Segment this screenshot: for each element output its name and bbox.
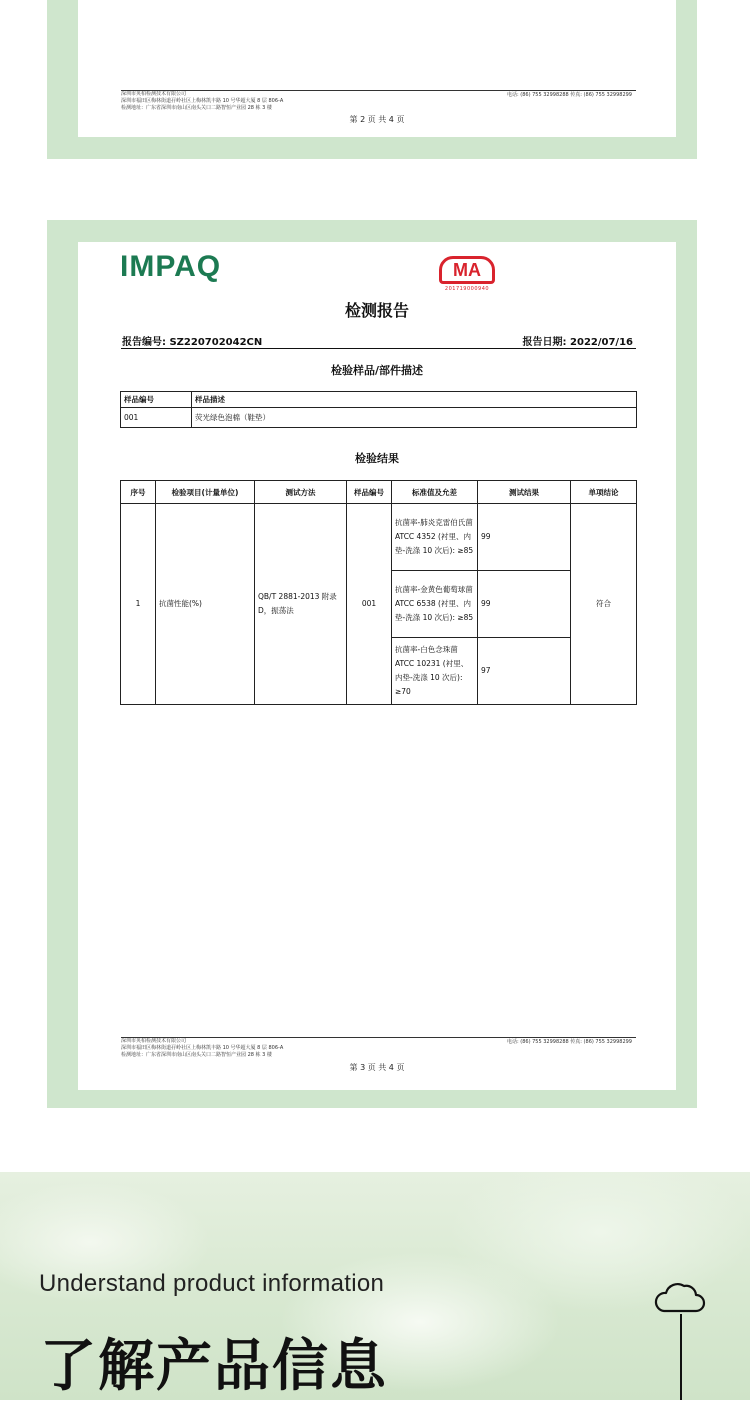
table-row: [121, 408, 637, 428]
report-title: 检测报告: [344, 301, 409, 320]
cloud-icon: [654, 1280, 706, 1314]
table-header: 标准值及允差: [392, 481, 478, 504]
table-header: 样品描述: [192, 392, 637, 408]
result-section-title: 检验结果: [355, 452, 399, 465]
sample-section-title: 检验样品/部件描述: [330, 364, 424, 377]
section-subtitle: Understand product information: [39, 1270, 385, 1297]
table-header: 测试结果: [478, 481, 571, 504]
footer-lab: 检测地址：广东省深圳市南山区南头关口二路智恒产业园 28 栋 3 楼: [121, 105, 272, 111]
footer-contact: 电话: (86) 755 32998288 传真: (86) 755 32998299: [506, 92, 632, 98]
result-table: [120, 480, 637, 705]
footer-address: 深圳市福田区梅林街道孖岭社区上梅林凯丰路 10 号华超大厦 8 层 806-A: [121, 98, 284, 104]
cma-seal: [439, 256, 495, 292]
footer-address: 深圳市福田区梅林街道孖岭社区上梅林凯丰路 10 号华超大厦 8 层 806-A: [121, 1045, 284, 1051]
table-cell: 001: [121, 408, 192, 428]
table-cell: 抗菌率-白色念珠菌 ATCC 10231 (衬里、内垫-洗涤 10 次后): ≥70: [392, 638, 478, 705]
table-header: 测试方法: [255, 481, 347, 504]
table-cell: 抗菌率-肺炎克雷伯氏菌 ATCC 4352 (衬里、内垫-洗涤 10 次后): ≥85: [392, 504, 478, 571]
table-cell: 001: [347, 504, 392, 705]
table-cell: 荧光绿色泡棉（鞋垫）: [192, 408, 637, 428]
footer-contact: 电话: (86) 755 32998288 传真: (86) 755 32998299: [506, 1039, 632, 1045]
page2-paper: [78, 0, 676, 137]
page-number: 第 2 页 共 4 页: [349, 115, 405, 124]
table-cell: 1: [121, 504, 156, 705]
table-row: [121, 392, 637, 408]
table-row: [121, 481, 637, 504]
page-number: 第 3 页 共 4 页: [349, 1063, 405, 1072]
table-header: 检验项目(计量单位): [156, 481, 255, 504]
table-header: 样品编号: [121, 392, 192, 408]
table-cell: 97: [478, 638, 571, 705]
report-date: 报告日期: 2022/07/16: [522, 337, 633, 348]
table-header: 单项结论: [571, 481, 637, 504]
cma-number: 201719000940: [444, 286, 490, 292]
table-cell: 99: [478, 504, 571, 571]
page3-frame: [47, 220, 697, 1108]
table-cell: 符合: [571, 504, 637, 705]
table-cell: 抗菌性能(%): [156, 504, 255, 705]
page2-frame: [47, 0, 697, 159]
divider-line: [680, 1314, 682, 1400]
table-cell: 99: [478, 571, 571, 638]
section-title: 了解产品信息: [40, 1334, 388, 1399]
page3-paper: [78, 242, 676, 1090]
cma-mark: MA: [439, 256, 495, 284]
table-cell: 抗菌率-金黄色葡萄球菌 ATCC 6538 (衬里、内垫-洗涤 10 次后): ≥85: [392, 571, 478, 638]
footer-company: 深圳市英柏检测技术有限公司: [121, 1038, 187, 1044]
product-info-banner: [0, 1172, 750, 1400]
table-header: 样品编号: [347, 481, 392, 504]
header-rule: [121, 348, 636, 349]
table-row: [121, 504, 637, 571]
footer-company: 深圳市英柏检测技术有限公司: [121, 91, 187, 97]
sample-table: [120, 391, 637, 428]
table-cell: QB/T 2881-2013 附录 D，振荡法: [255, 504, 347, 705]
footer-lab: 检测地址：广东省深圳市南山区南头关口二路智恒产业园 28 栋 3 楼: [121, 1052, 272, 1058]
report-number: 报告编号: SZ220702042CN: [122, 337, 263, 348]
impaq-logo: IMPAQ: [120, 250, 222, 283]
table-header: 序号: [121, 481, 156, 504]
